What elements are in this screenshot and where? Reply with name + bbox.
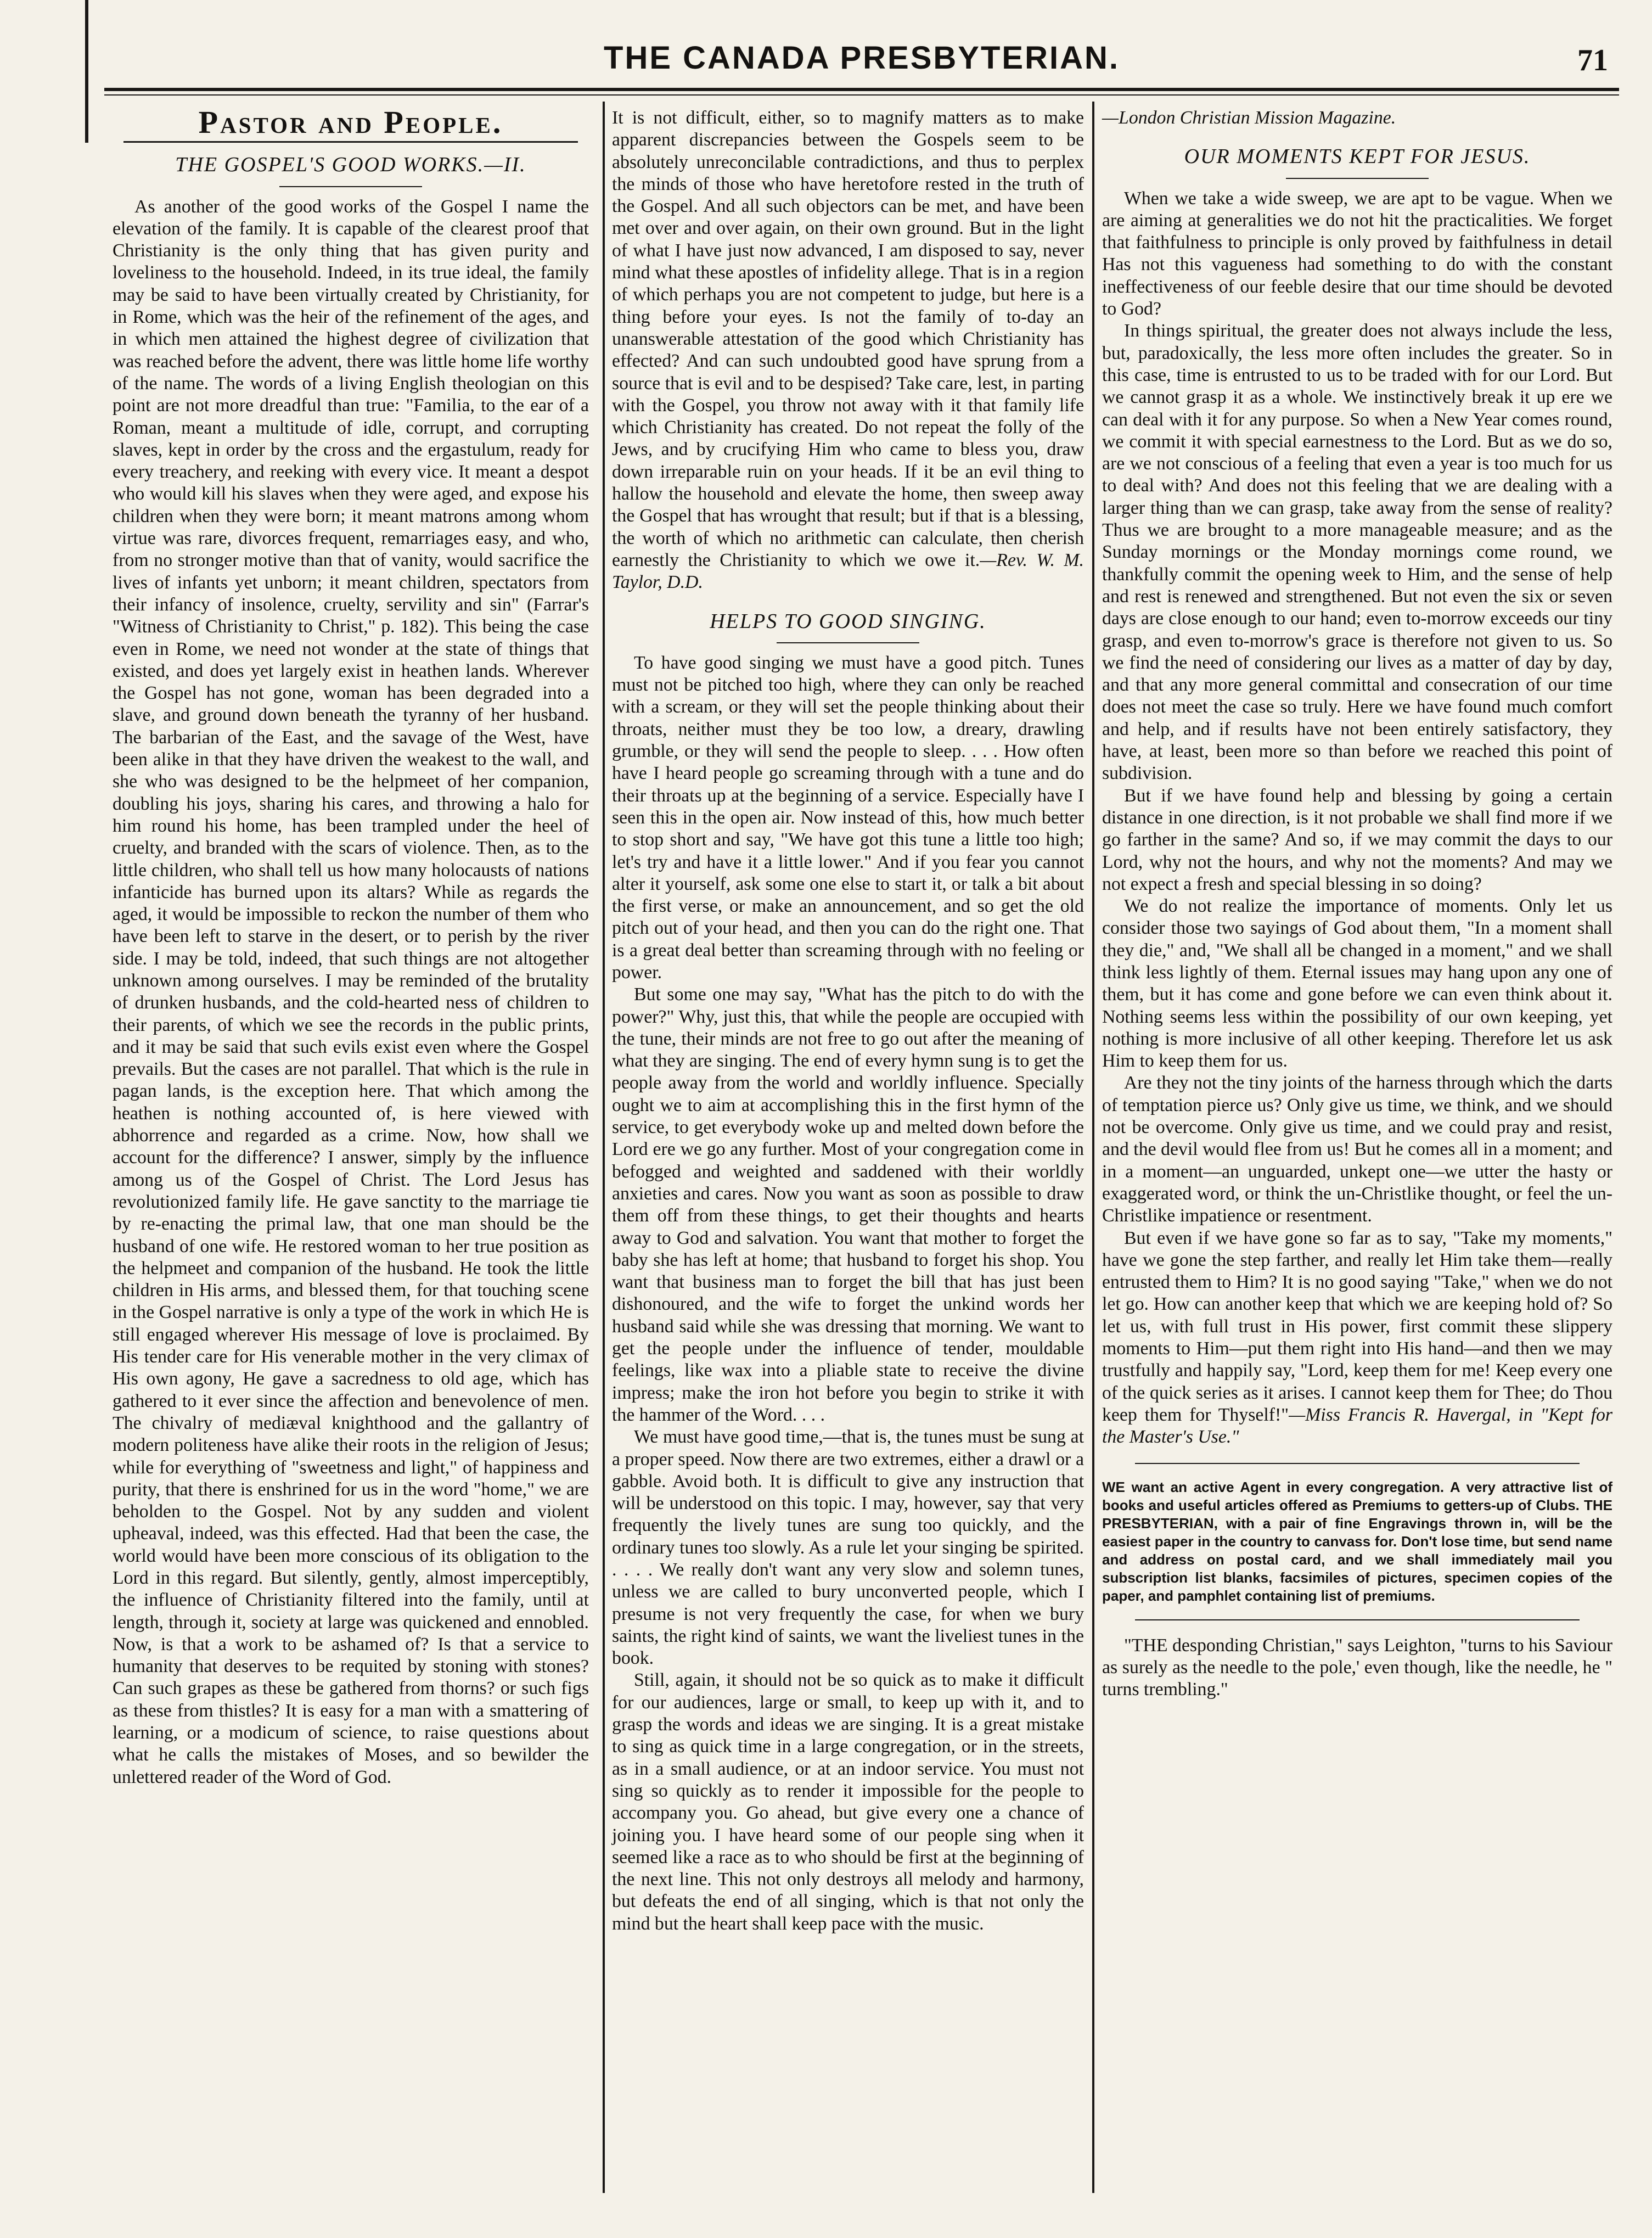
article-title: OUR MOMENTS KEPT FOR JESUS. — [1184, 145, 1531, 169]
column-2 — [612, 107, 1084, 1935]
title-rule — [279, 186, 422, 187]
article-paragraph: Are they not the tiny joints of the harness through which the darts of temptation pierce us? Only give us time, we think, and we should not be overcome. Only give us time, and we could pray and resist, and the devil would flee from us! But he comes all in a moment; and in a moment—an unguarded, unkept one—we utter the hasty or exaggerated word, or think the un-Christlike thought, or feel the un-Christlike impatience or resentment. — [1102, 1073, 1612, 1226]
page-margin-rule — [85, 0, 88, 143]
article-byline: —London Christian Mission Magazine. — [1102, 108, 1396, 128]
article-paragraph: But if we have found help and blessing by going a certain distance in one direction, is it not probable we shall find more if we go farther in the same? And so, if we may commit the days to our Lord, why not the hours, and why not the moments? And may we not expect a fresh and special blessing in so doing? — [1102, 785, 1612, 894]
article-byline: —Rev. W. M. Taylor, D.D. — [612, 549, 1085, 593]
column-divider — [1092, 102, 1094, 2193]
page-number: 71 — [1577, 43, 1608, 77]
article-paragraph: To have good singing we must have a good pitch. Tunes must not be pitched too high, where they can only be reached with a scream, or they will set the people thinking about their throats, neither must they be too low, a dreary, drawling grumble, or they will send the people to sleep. . . . How often have I heard people go screaming through with a tune and do their throats up at the beginning of a service. Especially have I seen this in the open air. Now instead of this, how much better to stop short and say, "We have got this tune a little too high; let's try and have it a little lower." And if you fear you cannot alter it yourself, ask some one else to start it, or talk a bit about the first verse, or make an announcement, and so get the old pitch out of your head, and then you can do the right one. That is a great deal better than screaming through with no feeling or power. — [612, 652, 1084, 983]
article-byline: —Miss Francis R. Havergal, in "Kept for the Master's Use." — [1102, 1404, 1613, 1448]
closing-quote: "THE desponding Christian," says Leighton, "turns to his Saviour as surely as the needle to the pole,' even though, like the needle, he " turns trembling." — [1102, 1635, 1613, 1700]
article-paragraph: We do not realize the importance of moments. Only let us consider those two sayings of God about them, "In a moment shall they die," and, "We shall all be changed in a moment," and we shall think less lightly of them. Eternal issues may hang upon any one of them, but it has come and gone before we can even think about it. Nothing seems less within the possibility of our own keeping, yet nothing is more inclusive of all other keeping. Therefore let us ask Him to keep them for us. — [1102, 896, 1612, 1072]
article-paragraph: It is not difficult, either, so to magnify matters as to make apparent discrepancies between the Gospels seem to be absolutely unreconcilable contradictions, and thus to perplex the minds of those who have heretofore rested in the truth of the Gospel. And all such objectors can be met, and have been met over and over again, on their own ground. But in the light of what I have just now advanced, I am disposed to say, never mind what these apostles of infidelity allege. That is in a region of which perhaps you are not competent to judge, but here is a thing before your eyes. Is not the family of to-day an unanswerable attestation of the good which Christianity has effected? And can such undoubted good have sprung from a source that is evil and to be despised? Take care, lest, in parting with the Gospel, you throw not away with it that family life which Christianity has created. Do not repeat the folly of the Jews, and by crucifying Him who came to bless you, draw down irreparable ruin on your heads. If it be an evil thing to hallow the household and elevate the home, then sweep away the Gospel that has wrought that result; but if that is a blessing, the worth of which no arithmetic can calculate, then cherish earnestly the Christianity to which we owe it.—Rev. W. M. Taylor, D.D. — [612, 108, 1085, 593]
article-paragraph: In things spiritual, the greater does not always include the less, but, paradoxically, the less more often includes the greater. So in this case, time is entrusted to us to be traded with for our Lord. But we cannot grasp it as a whole. We instinctively break it up ere we can deal with it for any purpose. So when a New Year comes round, we commit it with special earnestness to the Lord. But as we do so, are we not conscious of a feeling that even a year is too much for us to deal with? And does not this feeling that we are dealing with a larger thing than we can grasp, take away from the sense of reality? Thus we are brought to a more manageable measure; and as the Sunday mornings or the Monday mornings come round, we thankfully commit the opening week to Him, and the sense of help and rest is renewed and strengthened. But not even the six or seven days are close enough to our hand; even to-morrow exceeds our tiny grasp, and even to-morrow's grace is therefore not given to us. So we find the need of considering our lives as a matter of day by day, and that any more general committal and consecration of our time does not meet the case so truly. Here we have found much comfort and help, and if results have not been entirely satisfactory, they have, at least, been more so than before we reached this point of subdivision. — [1102, 321, 1612, 784]
article-paragraph: Still, again, it should not be so quick as to make it difficult for our audiences, large or small, to keep up with it, and to grasp the words and ideas we are singing. It is a great mistake to sing as quick time in a large congregation, or in the streets, as in a small audience, or at an indoor service. You must not sing so quickly as to render it impossible for the people to accompany you. Go ahead, but give every one a chance of joining you. I have heard some of our people sing when it seemed like a race as to who should be first at the beginning of the next line. This not only destroys all melody and harmony, but defeats the end of all singing, which is that not only the mind but the heart shall keep pace with the music. — [612, 1670, 1084, 1934]
article-paragraph: But even if we have gone so far as to say, "Take my moments," have we gone the step farther, and really let Him take them—really entrusted them to Him? It is no good saying "Take," when we do not let go. How can another keep that which we are keeping hold of? So let us, with full trust in His power, first commit these slippery moments to Him—put them right into His hand—and then we may trustfully and happily say, "Lord, keep them for me! Keep every one of the quick series as it arises. I cannot keep them for Thee; do Thou keep them for Thyself!"—Miss Francis R. Havergal, in "Kept for the Master's Use." — [1102, 1227, 1613, 1448]
header-rule-thin — [104, 94, 1619, 96]
article-title: HELPS TO GOOD SINGING. — [710, 609, 986, 633]
article-paragraph: As another of the good works of the Gospel I name the elevation of the family. It is capable of the clearest proof that Christianity is the only thing that has given purity and loveliness to the household. Indeed, in its true ideal, the family may be said to have been virtually created by Christianity, for in Rome, which was the heir of the refinement of the ages, and in which men attained the highest degree of civilization that was reached before the advent, there was little home life worthy of the name. The words of a living English theologian on this point are not more dreadful than true: "Familia, to the ear of a Roman, meant a multitude of idle, corrupt, and corrupting slaves, kept in order by the cross and the ergastulum, ready for every treachery, and reeking with every vice. It meant a despot who would kill his slaves when they were aged, and expose his children when they were born; it meant matrons among whom virtue was rare, divorces frequent, remarriages easy, and who, from no stronger motive than that of vanity, would sacrifice the lives of infants yet unborn; it meant children, spectators from their infancy of insolence, cruelty, servility and sin" (Farrar's "Witness of Christianity to Christ," p. 182). This being the case even in Rome, we need not wonder at the state of things that existed, and does yet largely exist in heathen lands. Wherever the Gospel has not gone, woman has been degraded into a slave, and ground down beneath the tyranny of her husband. The barbarian of the East, and the savage of the West, have been alike in that they have driven the weakest to the wall, and she who was designed to be the helpmeet of her companion, doubling his joys, sharing his cares, and throwing a halo for him round his home, has been trampled under the heel of cruelty, and branded with the scars of violence. Then, as to the little children, who shall tell us how many holocausts of nations infanticide has burned upon its altars? While as regards the aged, it would be impossible to reckon the number of them who have been left to starve in the desert, or to perish by the river side. I may be told, indeed, that such things are not altogether unknown among ourselves. I may be reminded of the brutality of drunken husbands, and the cold-hearted ness of children to their parents, of which we see the records in the public prints, and it may be said that such evils exist even where the Gospel prevails. But the cases are not parallel. That which is the rule in pagan lands, is the exception here. That which among the heathen is nothing accounted of, is here viewed with abhorrence and regarded as a crime. Now, how shall we account for the difference? I answer, simply by the influence among us of the Gospel of Christ. The Lord Jesus has revolutionized family life. He gave sanctity to the marriage tie by re-enacting the primal law, that one man should be the husband of one wife. He restored woman to her true position as the helpmeet and companion of the husband. He took the little children in His arms, and blessed them, for that touching scene in the Gospel narrative is only a type of the work in which He is still engaged wherever His message of love is proclaimed. By His tender care for His venerable mother in the very climax of His own agony, He gave a sacredness to old age, which has gathered to it ever since the affection and benevolence of men. The chivalry of mediæval knighthood and the gallantry of modern politeness have alike their roots in the religion of Jesus; while for everything of "sweetness and light," of happiness and purity, that there is enshrined for us in the word "home," we are beholden to the Gospel. Not by any sudden and violent upheaval, indeed, was this effected. Had that been the case, the world would have been more conscious of its obligation to the Lord in this regard. But silently, gently, almost imperceptibly, the influence of Christianity filtered into the family, until at length, through it, society at large was quickened and ennobled. Now, is that a work to be ashamed of? Is that a service to humanity that deserves to be requited by stoning with stones? Can such grapes as these be gathered from thorns? or such figs as these from thistles? It is easy for a man with a smattering of learning, or a modicum of science, to raise questions about what he calls the mistakes of Moses, and so bewilder the unlettered reader of the Word of God. — [113, 196, 589, 1787]
article-paragraph — [1102, 107, 1612, 129]
agent-notice: WE want an active Agent in every congregation. A very attractive list of books and useful articles offered as Premiums to getters-up of Clubs. THE PRESBYTERIAN, with a pair of fine Engravings thrown in, will be the easiest paper in the country to canvass for. Don't lose time, but send name and address on postal card, and we shall immediately mail you subscription list blanks, facsimiles of pictures, specimen copies of the paper, and pamphlet containing list of premiums. — [1102, 1478, 1612, 1604]
article-paragraph: But some one may say, "What has the pitch to do with the power?" Why, just this, that while the people are occupied with the tune, their minds are not free to go out after the meaning of what they are singing. The end of every hymn sung is to get the people away from the world and worldly influence. Specially ought we to aim at accomplishing this in the first hymn of the service, to get everybody woke up and melted down before the Lord ere we go any further. Most of your congregation come in befogged and weighted and saddened with their worldly anxieties and cares. Now you want as soon as possible to draw them off from these things, to get their thoughts and hearts away to God and salvation. You want that mother to forget the baby she has left at home; that husband to forget his shop. You want that business man to forget the bill that has just been dishonoured, and the wife to forget the unkind words her husband said while she was dressing that morning. We want to get the people under the influence of tender, mouldable feelings, like wax into a pliable state to receive the divine impress; make the iron hot before you begin to strike it with the hammer of the Word. . . . — [612, 984, 1084, 1425]
section-heading-rule — [123, 141, 578, 143]
article-paragraph: When we take a wide sweep, we are apt to be vague. When we are aiming at generalities we do not hit the practicalities. We forget that faithfulness to principle is only proved by faithfulness in detail Has not this vagueness had something to do with the constant ineffectiveness of our feeble desire that our time should be devoted to God? — [1102, 188, 1612, 319]
section-heading: Pastor and People. — [198, 104, 503, 140]
article-title: THE GOSPEL'S GOOD WORKS.—II. — [175, 153, 526, 177]
title-rule — [1286, 178, 1429, 179]
article-paragraph: We must have good time,—that is, the tunes must be sung at a proper speed. Now there are two extremes, either a drawl or a gabble. Avoid both. It is difficult to give any instruction that will be understood on this topic. I may, however, say that very frequently the lively tunes are sung too quickly, and the ordinary tunes too slowly. As a rule let your singing be spirited. . . . . We really don't want any very slow and solemn tunes, unless we are called to bury unconverted people, which I presume is not very frequently the case, for when we bury saints, the right kind of saints, we want the liveliest tunes in the book. — [612, 1427, 1084, 1669]
header-rule — [104, 88, 1619, 91]
newspaper-title: THE CANADA PRESBYTERIAN. — [604, 40, 1120, 76]
column-1 — [113, 104, 589, 1788]
title-rule — [777, 642, 919, 643]
column-3 — [1102, 107, 1612, 1701]
notice-rule — [1135, 1619, 1580, 1620]
column-divider — [603, 102, 605, 2193]
notice-rule — [1135, 1463, 1580, 1464]
masthead — [104, 34, 1619, 94]
